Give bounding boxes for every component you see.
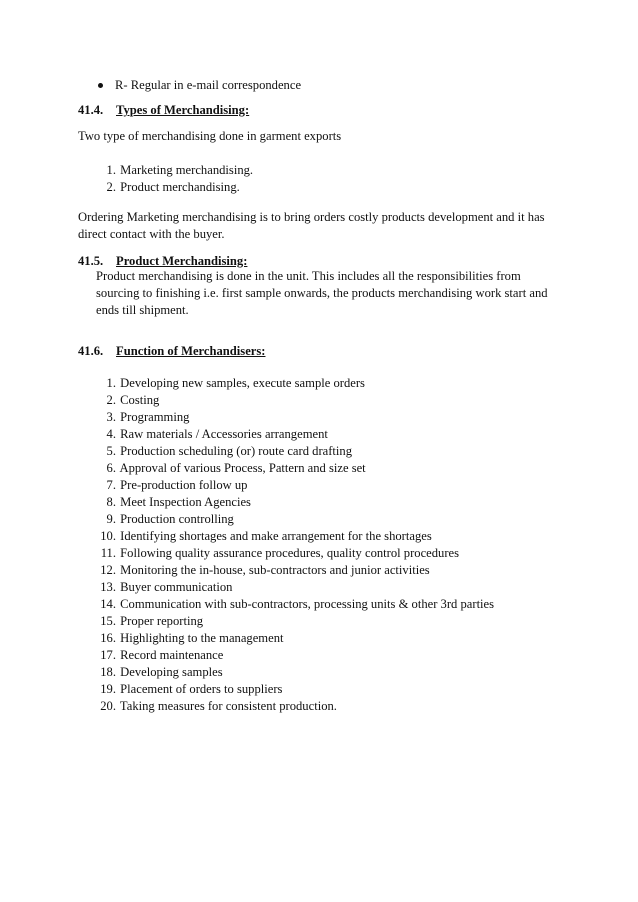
list-item: 15. Proper reporting [100,614,204,628]
bullet-item [98,77,301,94]
section-title: Product Merchandising: [116,254,248,268]
merchandiser-functions-list [96,375,494,715]
list-item: 13. Buyer communication [100,580,233,594]
list-item: 2. Product merchandising. [106,180,240,194]
list-item: 1. Developing new samples, execute sample orders [106,376,365,390]
list-item: 17. Record maintenance [100,648,224,662]
list-item: 4. Raw materials / Accessories arrangement [106,427,328,441]
section-41-4-paragraph: Ordering Marketing merchandising is to bring orders costly products development and it has direct contact with the buyer. [78,210,545,241]
list-item: 11. Following quality assurance procedures, quality control procedures [100,546,460,560]
list-item: 5. Production scheduling (or) route card drafting [106,444,353,458]
section-title: Function of Merchandisers: [116,344,266,358]
section-number: 41.4. [78,103,104,117]
list-item: 9. Production controlling [106,512,234,526]
section-heading-41-4 [78,102,249,119]
list-item: 7. Pre-production follow up [106,478,248,492]
merchandising-types-list [96,162,253,196]
list-item: 3. Programming [106,410,190,424]
section-heading-41-6 [78,343,265,360]
section-number: 41.5. [78,254,104,268]
section-41-4-intro: Two type of merchandising done in garment exports [78,129,342,143]
list-item: 20. Taking measures for consistent production. [100,699,337,713]
bullet-dot-icon [98,83,103,88]
list-item: 1. Marketing merchandising. [106,163,254,177]
list-item: 19. Placement of orders to suppliers [100,682,283,696]
section-41-5-paragraph: Product merchandising is done in the unit. This includes all the responsibilities from sourcing to finishing i.e. first sample onwards, the products merchandising work start and ends till shipment. [96,269,548,317]
list-item: 6. Approval of various Process, Pattern and size set [106,461,366,475]
bullet-item-text: R- Regular in e-mail correspondence [115,78,302,92]
list-item: 18. Developing samples [100,665,223,679]
list-item: 8. Meet Inspection Agencies [106,495,251,509]
list-item: 16. Highlighting to the management [100,631,284,645]
list-item: 10. Identifying shortages and make arrangement for the shortages [100,529,432,543]
section-title: Types of Merchandising: [116,103,250,117]
section-number: 41.6. [78,344,104,358]
list-item: 12. Monitoring the in-house, sub-contractors and junior activities [100,563,430,577]
list-item: 2. Costing [106,393,160,407]
list-item: 14. Communication with sub-contractors, processing units & other 3rd parties [100,597,495,611]
